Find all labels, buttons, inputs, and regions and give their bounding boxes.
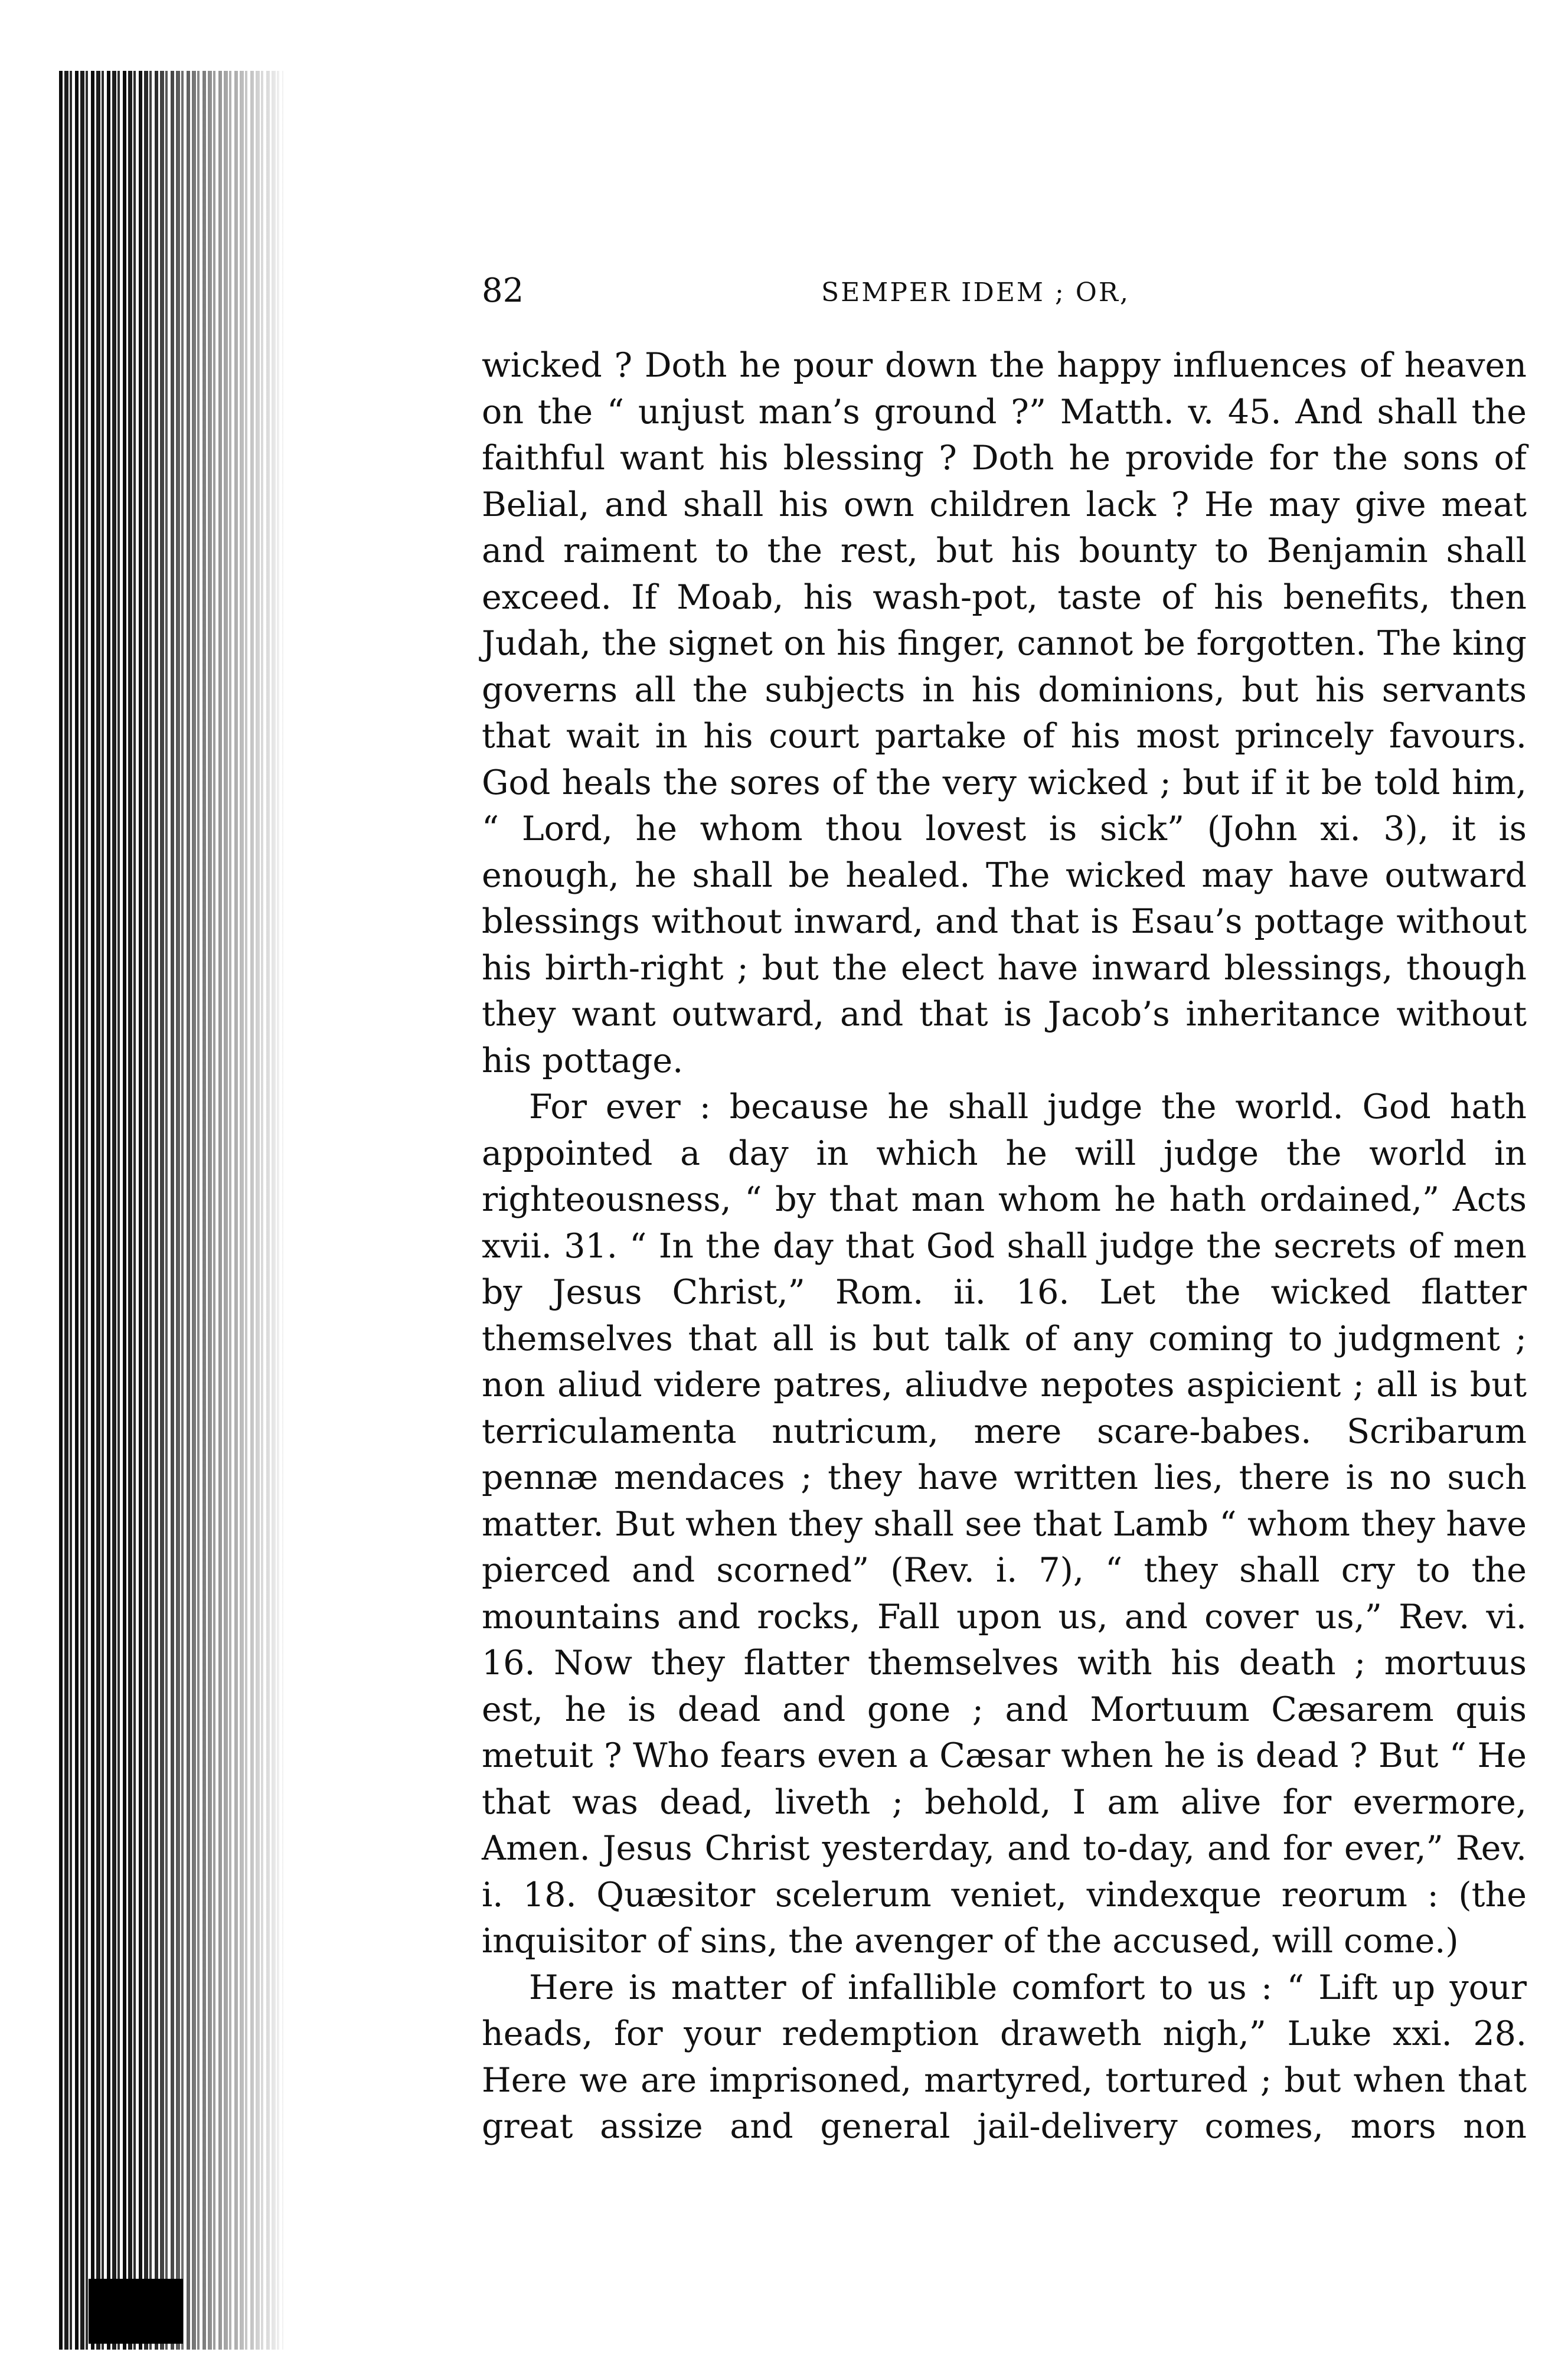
page-body (482, 342, 1527, 2150)
paragraph-2: For ever : because he shall judge the world. God hath appointed a day in which he will judge the world in righteousness, “ by that man whom he hath ordained,” Acts xvii. 31. “ In the day that God shall judge the secrets of men by Jesus Christ,” Rom. ii. 16. Let the wicked flatter themselves that all is but talk of any coming to judgment ; non aliud videre patres, aliudve nepotes aspicient ; all is but terriculamenta nutricum, mere scare-babes. Scribarum pennæ mendaces ; they have written lies, there is no such matter. But when they shall see that Lamb “ whom they have pierced and scorned” (Rev. i. 7), “ they shall cry to the mountains and rocks, Fall upon us, and cover us,” Rev. vi. 16. Now they flatter themselves with his death ; mortuus est, he is dead and gone ; and Mortuum Cæsarem quis metuit ? Who fears even a Cæsar when he is dead ? But “ He that was dead, liveth ; behold, I am alive for evermore, Amen. Jesus Christ yesterday, and to-day, and for ever,” Rev. i. 18. Quæsitor scelerum veniet, vindexque reorum : (the inquisitor of sins, the avenger of the accused, will come.) (482, 1087, 1527, 1961)
paragraph-3: Here is matter of infallible comfort to us : “ Lift up your heads, for your redemption draweth nigh,” Luke xxi. 28. Here we are imprisoned, martyred, tortured ; but when that great assize and general jail-delivery comes, mors non (482, 1968, 1527, 2146)
gutter-shading (59, 71, 283, 2350)
gutter-corner (89, 2279, 183, 2344)
running-title: SEMPER IDEM ; OR, (821, 277, 1130, 308)
paragraph-1: wicked ? Doth he pour down the happy influences of heaven on the “ unjust man’s ground ?” Matth. v. 45. And shall the faithful want his blessing ? Doth he provide for the sons of Belial, and shall his own children lack ? He may give meat and raiment to the rest, but his bounty to Benjamin shall exceed. If Moab, his wash-pot, taste of his benefits, then Judah, the signet on his finger, cannot be forgotten. The king governs all the subjects in his dominions, but his servants that wait in his court partake of his most princely favours. God heals the sores of the very wicked ; but if it be told him, “ Lord, he whom thou lovest is sick” (John xi. 3), it is enough, he shall be healed. The wicked may have outward blessings without inward, and that is Esau’s pottage without his birth-right ; but the elect have inward blessings, though they want outward, and that is Jacob’s inheritance without his pottage. (482, 346, 1527, 1080)
running-head (482, 272, 1527, 331)
page-number: 82 (482, 272, 524, 310)
book-page (482, 272, 1527, 2150)
